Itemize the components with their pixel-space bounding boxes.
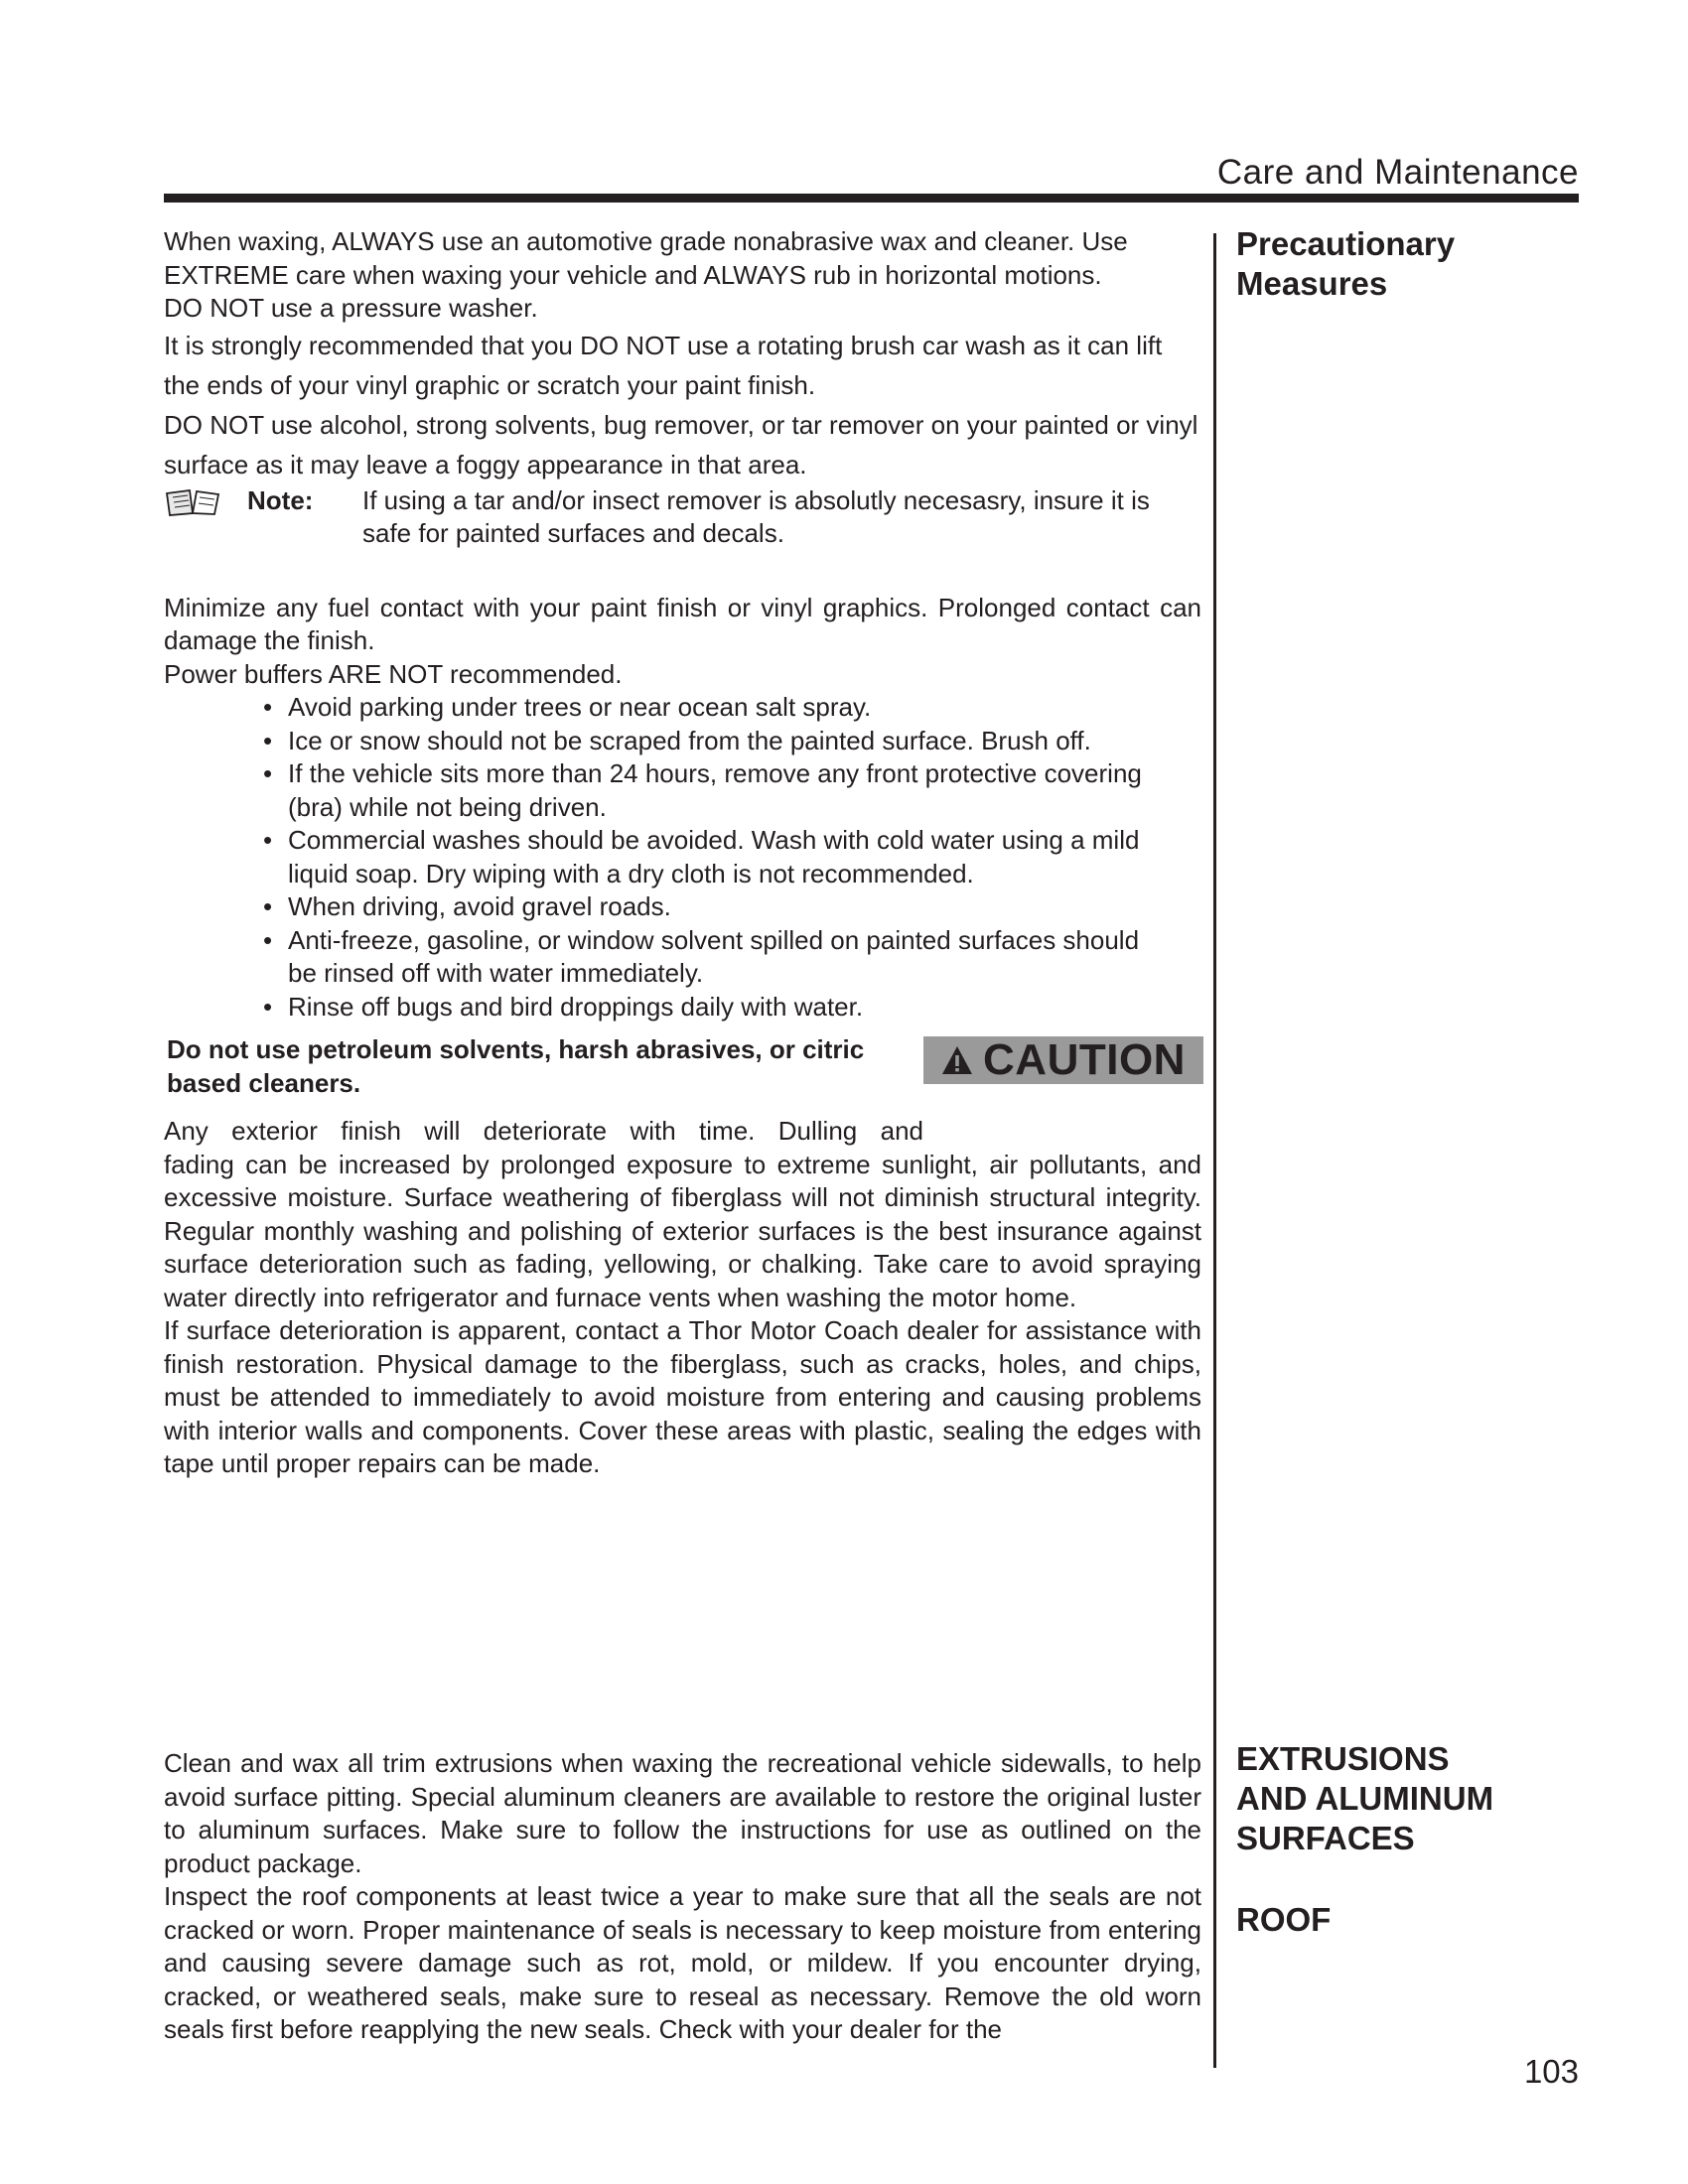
column-divider: [1213, 233, 1216, 2068]
caution-text: Do not use petroleum solvents, harsh abrasives, or citric based cleaners.: [167, 1034, 865, 1098]
paragraph-waxing: When waxing, ALWAYS use an automotive grade nonabrasive wax and cleaner. Use EXTREME care when waxing your vehicle and ALWAYS rub in horizontal motions.: [164, 226, 1128, 290]
main-column: [164, 225, 1201, 1481]
heading-line: AND ALUMINUM: [1236, 1780, 1494, 1817]
open-book-icon: [164, 487, 221, 517]
heading-line: SURFACES: [1236, 1820, 1415, 1856]
list-item: • Commercial washes should be avoided. Wash with cold water using a mild liquid soap. Dry wiping with a dry cloth is not recommended.: [263, 824, 1147, 890]
note-label: Note:: [247, 484, 314, 515]
note-callout: [164, 484, 1201, 550]
paragraph-pressure-washer: DO NOT use a pressure washer.: [164, 293, 538, 323]
warning-triangle-icon: [941, 1044, 973, 1076]
list-item: • Ice or snow should not be scraped from the painted surface. Brush off.: [263, 725, 1147, 758]
paragraph-roof-inspection: Inspect the roof components at least twice a year to make sure that all the seals are not cracked or worn. Proper maintenance of seals is necessary to keep moisture from entering and causing severe damage such as rot, mold, or mildew. If you encounter drying, cracked, or weathered seals, make sure to reseal as necessary. Remove the old worn seals first before reapplying the new seals. Check with your dealer for the: [164, 1881, 1201, 2044]
heading-roof: ROOF: [1236, 1901, 1332, 1938]
list-item: • Avoid parking under trees or near ocean salt spray.: [263, 691, 1147, 725]
caution-label: CAUTION: [983, 1035, 1186, 1085]
heading-extrusions-aluminum-surfaces: [1236, 1739, 1493, 1858]
section-header-title: Care and Maintenance: [1216, 153, 1579, 192]
extrusions-roof-column: [164, 1747, 1201, 2047]
heading-line: Measures: [1236, 265, 1388, 302]
list-item: • If the vehicle sits more than 24 hours, remove any front protective covering (bra) while not being driven.: [263, 757, 1147, 824]
header-rule: [164, 194, 1579, 203]
paragraph-trim-extrusions: Clean and wax all trim extrusions when waxing the recreational vehicle sidewalls, to help avoid surface pitting. Special aluminum cleaners are available to restore the original luster to aluminum surfaces. Make sure to follow the instructions for use as outlined on the product package.: [164, 1748, 1201, 1878]
page-number: 103: [1523, 2053, 1579, 2090]
precaution-list: [164, 691, 1147, 1024]
list-item: • When driving, avoid gravel roads.: [263, 890, 1147, 924]
paragraph-exterior-finish: fading can be increased by prolonged exposure to extreme sunlight, air pollutants, and excessive moisture. Surface weathering of fiberglass will not diminish structural integrity. Regular monthly washing and polishing of exterior surfaces is the best insurance against surface deterioration such as fading, yellowing, or chalking. Take care to avoid spraying water directly into refrigerator and furnace vents when washing the motor home.: [164, 1149, 1201, 1312]
heading-line: Precautionary: [1236, 225, 1456, 262]
paragraph-surface-repair: If surface deterioration is apparent, contact a Thor Motor Coach dealer for assistance with finish restoration. Physical damage to the fiberglass, such as cracks, holes, and chips, must be attended to immediately to avoid moisture from entering and causing problems with interior walls and components. Cover these areas with plastic, sealing the edges with tape until proper repairs can be made.: [164, 1315, 1201, 1478]
paragraph-power-buffers: Power buffers ARE NOT recommended.: [164, 658, 623, 689]
caution-badge: [923, 1036, 1203, 1084]
paragraph-exterior-finish-first-line: Any exterior finish will deteriorate with time. Dulling and: [164, 1116, 923, 1146]
list-item: • Anti-freeze, gasoline, or window solvent spilled on painted surfaces should be rinsed off with water immediately.: [263, 924, 1147, 991]
paragraph-fuel-contact: Minimize any fuel contact with your paint finish or vinyl graphics. Prolonged contact can damage the finish.: [164, 592, 1201, 655]
heading-precautionary-measures: [1236, 224, 1455, 304]
paragraph-brush-car-wash: It is strongly recommended that you DO NOT use a rotating brush car wash as it can lift the ends of your vinyl graphic or scratch your paint finish.: [164, 330, 1163, 400]
list-item: • Rinse off bugs and bird droppings daily with water.: [263, 991, 1147, 1024]
heading-line: EXTRUSIONS: [1236, 1740, 1450, 1777]
paragraph-solvents: DO NOT use alcohol, strong solvents, bug remover, or tar remover on your painted or vinyl surface as it may leave a foggy appearance in that area.: [164, 409, 1198, 479]
caution-block: [164, 1033, 1201, 1115]
note-text: If using a tar and/or insect remover is absolutly necesasry, insure it is safe for painted surfaces and decals.: [362, 484, 1150, 548]
